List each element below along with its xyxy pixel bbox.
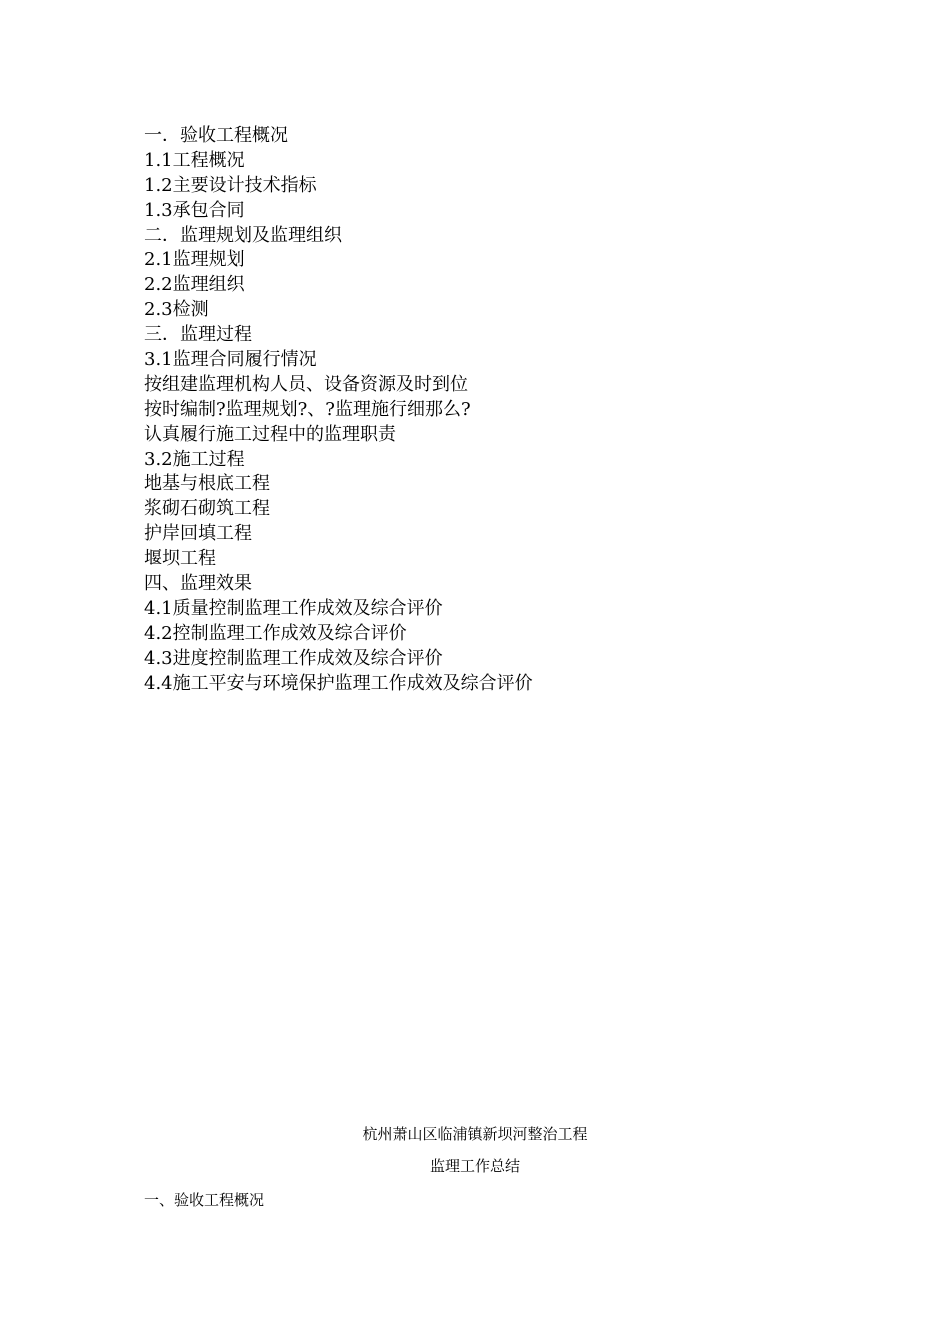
toc-line: 堰坝工程 <box>144 548 216 570</box>
toc-line: 三．监理过程 <box>144 324 252 346</box>
toc-line: 按组建监理机构人员、设备资源及时到位 <box>144 373 468 395</box>
toc-line: 3.1监理合同履行情况 <box>144 349 317 371</box>
toc-line: 3.2施工过程 <box>144 448 245 470</box>
toc-line: 护岸回填工程 <box>144 523 252 545</box>
toc-line: 2.1监理规划 <box>144 249 245 271</box>
toc-line: 2.2监理组织 <box>144 274 245 296</box>
toc-line: 地基与根底工程 <box>144 473 270 495</box>
table-of-contents <box>144 124 844 696</box>
document-subtitle: 监理工作总结 <box>429 1157 520 1175</box>
toc-line: 二．监理规划及监理组织 <box>144 224 342 246</box>
section-heading: 一、验收工程概况 <box>144 1191 265 1209</box>
toc-line: 浆砌石砌筑工程 <box>144 498 270 520</box>
toc-line: 2.3检测 <box>144 299 209 321</box>
toc-line: 4.1质量控制监理工作成效及综合评价 <box>144 597 443 619</box>
toc-line: 一．验收工程概况 <box>144 125 288 146</box>
toc-line: 认真履行施工过程中的监理职责 <box>144 423 396 445</box>
toc-line: 1.3承包合同 <box>144 199 245 221</box>
toc-line: 按时编制?监理规划?、?监理施行细那么? <box>144 398 471 420</box>
toc-line: 4.2控制监理工作成效及综合评价 <box>144 622 407 644</box>
toc-line: 1.2主要设计技术指标 <box>144 174 317 196</box>
toc-line: 四、监理效果 <box>144 573 252 595</box>
toc-line: 4.4施工平安与环境保护监理工作成效及综合评价 <box>144 672 533 694</box>
document-title: 杭州萧山区临浦镇新坝河整治工程 <box>362 1125 588 1143</box>
toc-line: 1.1工程概况 <box>144 149 245 171</box>
toc-line: 4.3进度控制监理工作成效及综合评价 <box>144 647 443 669</box>
